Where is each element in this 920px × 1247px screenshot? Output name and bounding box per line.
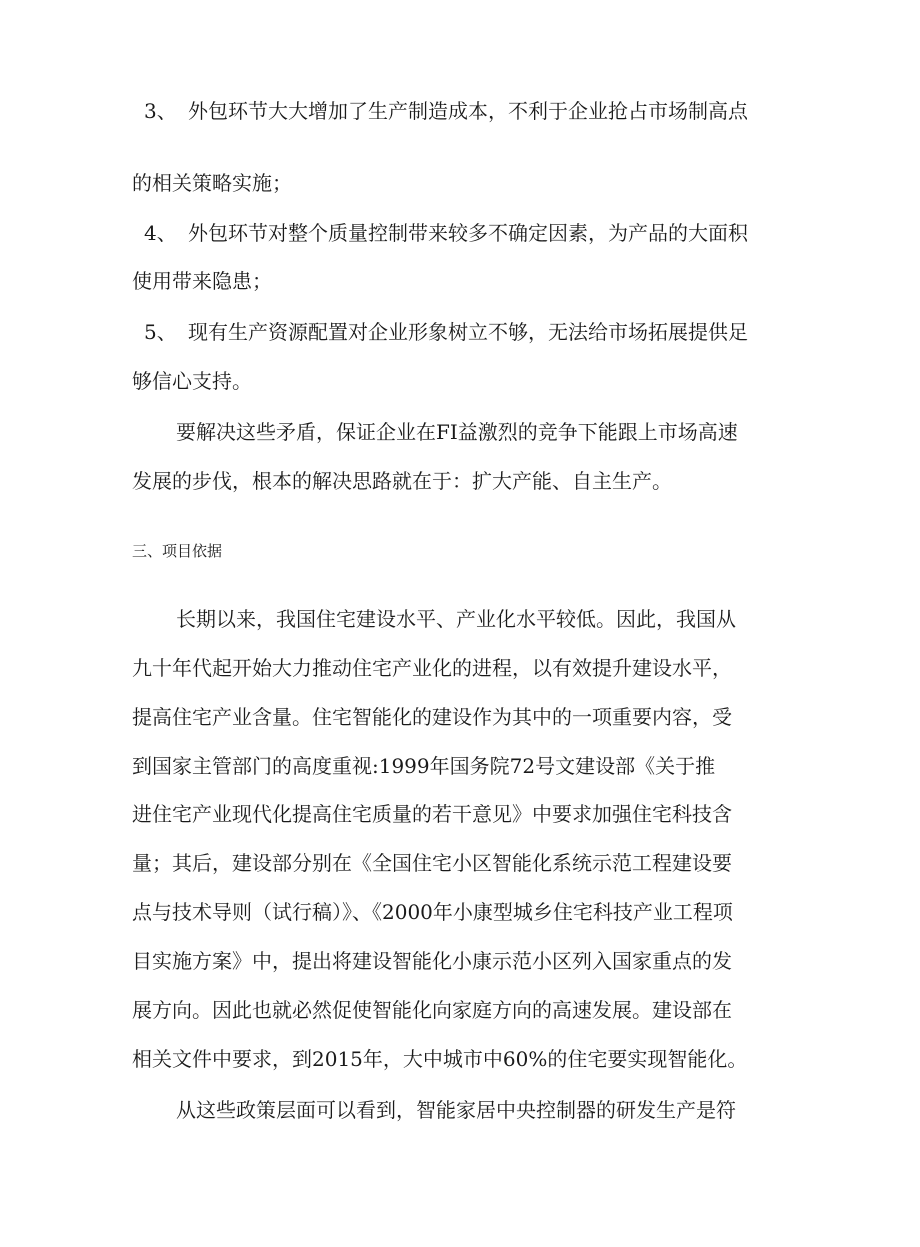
list-item-number: 5、 [144,320,177,344]
list-item-continuation: 够信心支持。 [132,369,252,393]
paragraph-line: 进住宅产业现代化提高住宅质量的若干意见》中要求加强住宅科技含 [132,802,732,826]
list-item-number: 3、 [144,99,177,123]
paragraph-line: 展方向。因此也就必然促使智能化向家庭方向的高速发展。建设部在 [132,998,732,1022]
paragraph-line: 点与技术导则（试行稿）》、《2000年小康型城乡住宅科技产业工程项 [132,900,733,924]
paragraph-line: 相关文件中要求，到2015年，大中城市中60%的住宅要实现智能化。 [132,1047,748,1071]
paragraph-line: 九十年代起开始大力推动住宅产业化的进程，以有效提升建设水平， [132,656,732,680]
paragraph-line: 到国家主管部门的高度重视:1999年国务院72号文建设部《关于推 [132,754,716,778]
paragraph-line: 提高住宅产业含量。住宅智能化的建设作为其中的一项重要内容，受 [132,705,732,729]
list-item-text: 现有生产资源配置对企业形象树立不够，无法给市场拓展提供足 [188,320,748,344]
list-item-continuation: 的相关策略实施； [132,171,292,195]
list-item-continuation: 使用带来隐患； [132,269,272,293]
paragraph-line: 长期以来，我国住宅建设水平、产业化水平较低。因此，我国从 [176,607,736,631]
list-item-text: 外包环节对整个质量控制带来较多不确定因素，为产品的大面积 [188,221,748,245]
paragraph-line: 从这些政策层面可以看到，智能家居中央控制器的研发生产是符 [176,1098,736,1122]
paragraph-line: 目实施方案》中，提出将建设智能化小康示范小区列入国家重点的发 [132,949,732,973]
paragraph-line: 发展的步伐，根本的解决思路就在于：扩大产能、自主生产。 [132,469,672,493]
paragraph-line: 要解决这些矛盾，保证企业在FI益激烈的竞争下能跟上市场高速 [176,420,738,444]
list-item-text: 外包环节大大增加了生产制造成本，不利于企业抢占市场制高点 [188,99,748,123]
section-heading: 三、项目依据 [132,542,223,560]
list-item-number: 4、 [144,221,177,245]
paragraph-line: 量；其后，建设部分别在《全国住宅小区智能化系统示范工程建设要 [132,851,732,875]
